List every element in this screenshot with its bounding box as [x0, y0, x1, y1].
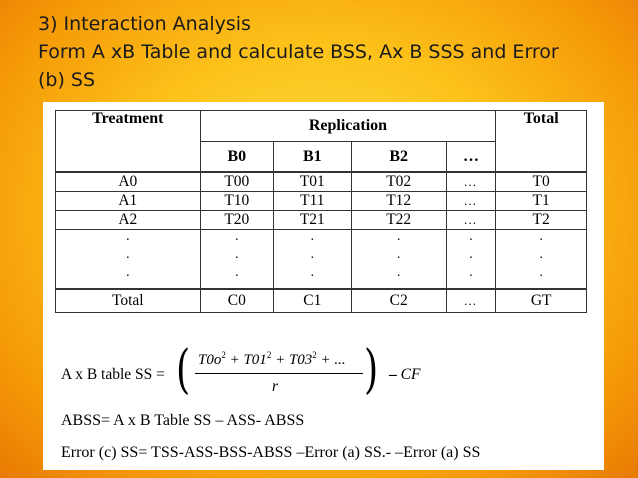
heading-line-1: 3) Interaction Analysis	[38, 13, 251, 35]
table-cell: T00	[200, 172, 273, 192]
continuation-dots: · · ·	[200, 230, 273, 290]
grand-total: GT	[496, 289, 587, 313]
column-header-b2: B2	[351, 142, 446, 173]
row-total: T2	[496, 211, 587, 230]
row-label: Total	[56, 289, 201, 313]
replication-header: Replication	[200, 111, 496, 142]
right-parenthesis: )	[364, 340, 379, 400]
column-total-ellipsis: …	[446, 289, 496, 313]
absss-equation: ABSS= A x B Table SS – ASS- ABSS	[61, 412, 305, 429]
axb-table	[55, 110, 587, 313]
exponent: 2	[312, 350, 317, 360]
continuation-dots: · · ·	[446, 230, 496, 290]
column-header-b0: B0	[200, 142, 273, 173]
table-row-total	[56, 289, 587, 313]
exponent: 2	[266, 350, 272, 360]
continuation-dots: · · ·	[56, 230, 201, 290]
column-total: C0	[200, 289, 273, 313]
table-cell-ellipsis: …	[446, 172, 496, 192]
numerator-tail: + ...	[320, 352, 346, 368]
column-total: C2	[351, 289, 446, 313]
formula-numerator	[198, 350, 346, 369]
formula-label: A x B table SS =	[61, 366, 165, 383]
treatment-header: Treatment	[56, 111, 201, 173]
table-row-a2	[56, 211, 587, 230]
table-cell: T11	[273, 192, 351, 211]
row-label: A1	[56, 192, 201, 211]
cf-term: CF	[400, 366, 421, 383]
plus-sign: +	[229, 352, 240, 368]
table-cell-ellipsis: …	[446, 211, 496, 230]
table-cell: T12	[351, 192, 446, 211]
error-c-equation: Error (c) SS= TSS-ASS-BSS-ABSS –Error (a) SS.- –Error (a) SS	[61, 444, 481, 461]
numerator-term-1: T0o	[198, 352, 222, 368]
table-cell: T02	[351, 172, 446, 192]
row-label: A2	[56, 211, 201, 230]
slide-heading	[38, 10, 628, 94]
table-row-continuation	[56, 230, 587, 290]
continuation-dots: · · ·	[496, 230, 587, 290]
row-total: T1	[496, 192, 587, 211]
content-panel	[43, 102, 604, 470]
total-header: Total	[496, 111, 587, 173]
table-cell: T01	[273, 172, 351, 192]
table-row-a0	[56, 172, 587, 192]
table-cell: T21	[273, 211, 351, 230]
heading-line-2: Form A xB Table and calculate BSS, Ax B SSS and Error	[38, 41, 559, 63]
left-parenthesis: (	[176, 340, 191, 400]
table-cell: T10	[200, 192, 273, 211]
row-total: T0	[496, 172, 587, 192]
heading-line-3: (b) SS	[38, 69, 96, 91]
row-label: A0	[56, 172, 201, 192]
fraction-bar	[195, 373, 363, 374]
column-header-ellipsis: …	[446, 142, 496, 173]
formula-denominator: r	[272, 378, 279, 395]
plus-sign: +	[275, 352, 286, 368]
table-cell-ellipsis: …	[446, 192, 496, 211]
numerator-term-2: T01	[243, 352, 267, 368]
continuation-dots: · · ·	[351, 230, 446, 290]
axb-ss-formula	[55, 342, 575, 404]
table-cell: T20	[200, 211, 273, 230]
column-header-b1: B1	[273, 142, 351, 173]
table-cell: T22	[351, 211, 446, 230]
table-row-a1	[56, 192, 587, 211]
minus-sign: –	[389, 366, 401, 383]
numerator-term-3: T03	[288, 352, 313, 368]
continuation-dots: · · ·	[273, 230, 351, 290]
formula-minus-cf	[389, 366, 420, 384]
exponent: 2	[221, 350, 226, 360]
column-total: C1	[273, 289, 351, 313]
